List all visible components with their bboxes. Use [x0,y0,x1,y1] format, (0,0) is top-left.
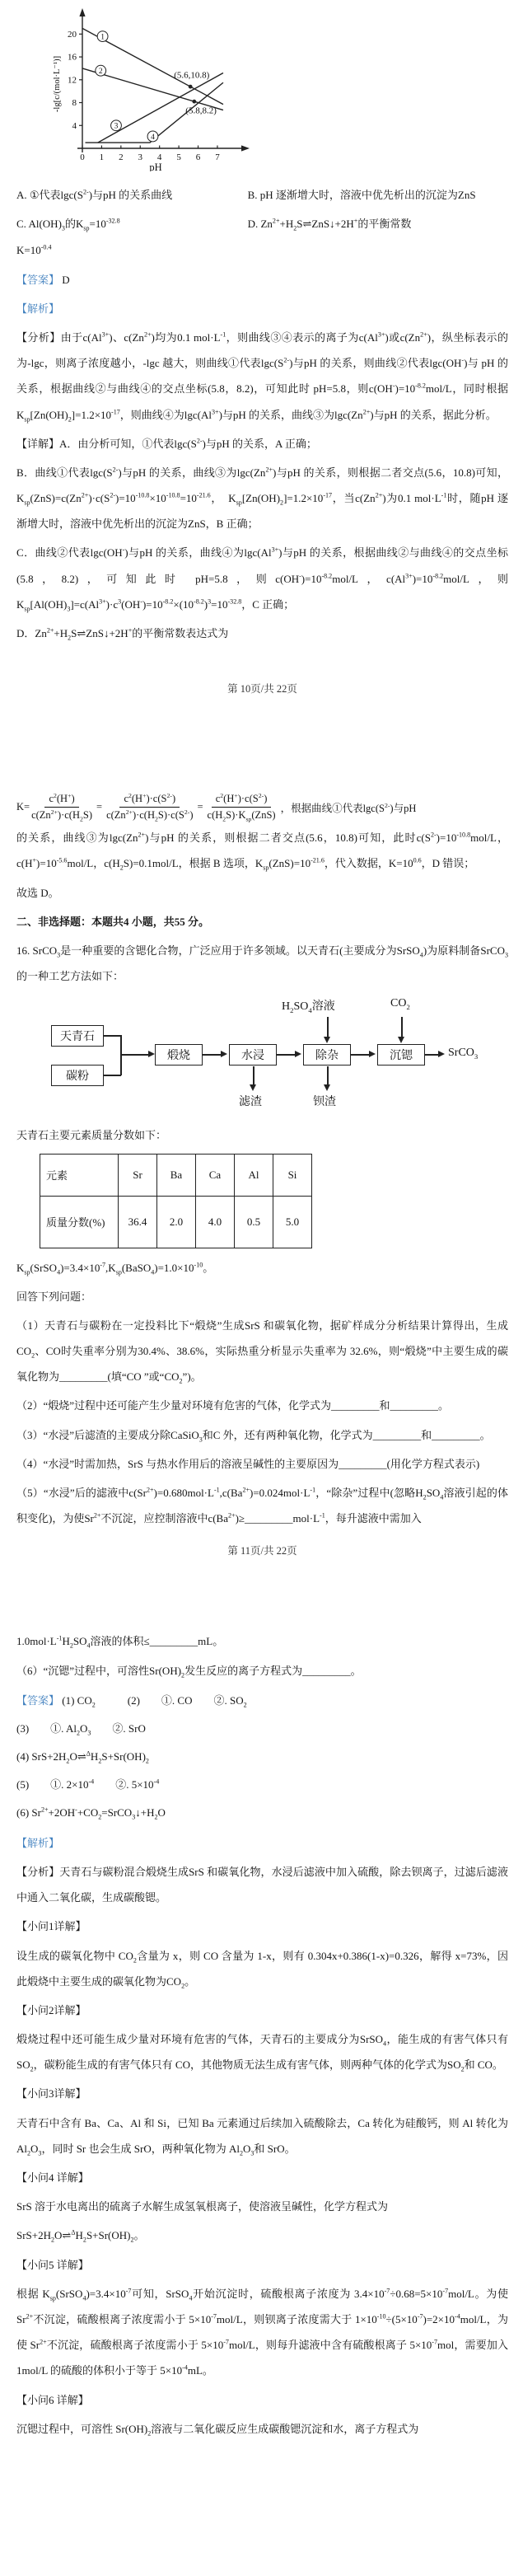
answer-line-q15 [16,267,508,293]
flow-arrow-line [351,1054,369,1056]
option-c-label: C. [16,217,26,230]
table-value-si: 5.0 [273,1196,312,1248]
ksp-line: $K_{sp}(SrSO_4)=3.4\times 10^{-7},K_{sp}(BaSO_4)=1.0\times 10^{-10}$。 [16,1261,214,1276]
flow-output-filter-residue: 滤渣 [239,1096,262,1109]
table-data-row [40,1196,312,1248]
table-header-ba: Ba [157,1154,196,1196]
subq2-detail: 煅烧过程中还可能生成少量对环境有危害的气体，天青石的主要成分为SrSO$_4$，能生成的有害气体只有$SO_2$，碳粉能生成的有害气体只有 CO，其他物质无法生成有害气体，则两种气体的化学式为$SO_2$和 CO。 [16,2033,508,2073]
option-c-text: $Al(OH)_3$的$K_{sp}=10^{-32.8}$ [28,217,120,232]
eq-f2-numerator: $c^2(H^+)\cdot c(S^{2-})$ [119,793,180,808]
svg-text:4: 4 [156,152,162,162]
subq3-heading: 【小问3详解】 [16,2087,86,2101]
svg-text:6: 6 [195,152,201,162]
svg-text:16: 16 [68,52,77,63]
flow-arrowhead-down-icon [250,1084,256,1091]
detail-a: 【详解】A．由分析可知，①代表$\lg c(S^{2-})$与pH 的关系，A 正确； [16,437,317,450]
page-footer-10: 第 10页/共 22页 [227,683,297,696]
eq-fraction-3 [208,793,276,822]
flow-arrowhead-right-icon [148,1051,155,1057]
flow-arrow-line [425,1054,438,1056]
answer-line-6: (6) $Sr^{2+}+2OH^-+CO_2=SrCO_3↓+H_2O$ [16,1806,166,1821]
option-c [16,214,248,235]
analysis-q15: 【分析】由于$c(Al^{3+})$、$c(Zn^{2+})$均为0.1 $mol\cdot L^{-1}$，则曲线③④表示的离子为$c(Al^{3+})$或$c(Zn^{2+})$，纵坐标表示的为-lgc，则离子浓度越小，-lgc 越大，则曲线①代表$\lg c(S^{2-})$与pH 的关系，则曲线②代表lgc(OH-)与 pH 的关系，根据曲线②与曲线④的交点坐标(5.8，8.2)，可知此时 pH=5.8，则$c(OH^-)=10^{-8.2}mol/L$，同时根据$K_{sp}[Zn(OH)_2]=1.2\times 10^{-17}$，则曲线④为$\lg c(Al^{3+})$与pH 的关系，曲线③为$\lg c(Zn^{2+})$与pH 的关系，据此分析。 [16,330,508,424]
q16-sub5b: $1.0mol\cdot L^{-1}H_2SO_4$溶液的体积≤_________mL。 [16,1635,224,1650]
answer-label: 【答案】 [16,273,60,286]
q16-sub2: （2）“煅烧”过程中还可能产生少量对环境有危害的气体，化学式为_________和_________。 [16,1399,450,1412]
table-header-si: Si [273,1154,312,1196]
subq4-detail-a: SrS 溶于水电离出的硫离子水解生成氢氧根离子，使溶液呈碱性，化学方程式为 [16,2200,389,2213]
option-d-label: D. [247,217,259,230]
table-header-row [40,1154,312,1196]
flow-connector-line [120,1035,122,1075]
flow-output-barium-residue: 钡渣 [313,1096,336,1109]
option-a-label: A. [16,189,27,201]
subq4-detail-b: $SrS+2H_2O\rightleftharpoons^\Delta H_2S+Sr(OH)_2$。 [16,2229,145,2244]
svg-text:pH: pH [149,162,162,171]
flow-arrow-line [277,1054,295,1056]
table-caption: 天青石主要元素质量分数如下： [16,1129,167,1142]
option-d [248,214,508,235]
svg-text:1: 1 [99,152,105,162]
subq6-heading: 【小问6 详解】 [16,2393,89,2406]
flow-box-strontium-precipitation: 沉锶 [377,1044,425,1066]
option-b-text: pH 逐渐增大时，溶液中优先析出的沉淀为ZnS [259,189,476,201]
table-row-label: 质量分数(%) [40,1196,119,1248]
section2-heading: 二、非选择题：本题共4 小题，共55 分。 [16,915,210,928]
eq-tail-text: ，根据曲线①代表$\lg c(S^{2-})$与pH [280,801,417,814]
option-d-text: $Zn^{2+}+H_2S\rightleftharpoons ZnS↓+2H^+$的平衡常数 [260,217,412,232]
ph-chart [31,7,508,176]
q16-sub5a: （5）“水浸”后的滤液中$c(Sr^{2+})=0.680mol\cdot L^{-1},c(Ba^{2+})=0.024mol\cdot L^{-1}$，“除杂”过程中(忽略$H_2SO_4$溶液引起的体积变化)，为使$Sr^{2+}$不沉淀，应控制溶液中$c(Ba^{2+})\ge\_\_\_\_\_\_\_\_\_mol\cdot L^{-1}$，每升滤液中需加入 [16,1486,508,1525]
analysis-q16: 【分析】天青石与碳粉混合煅烧生成SrS 和碳氧化物，水浸后滤液中加入硫酸，除去钡离子，过滤后滤液中通入二氧化碳，生成碳酸锶。 [16,1865,508,1904]
flow-arrow-line [327,1066,329,1086]
eq-lhs: K= [16,801,30,813]
subq4-heading: 【小问4 详解】 [16,2171,89,2184]
answer-value: D [62,273,70,286]
ph-chart-svg [31,7,287,171]
flow-arrowhead-right-icon [221,1051,227,1057]
table-header-element: 元素 [40,1154,119,1196]
detail-c: C．曲线②代表lgc(OH-)与pH 的关系，曲线④为$\lg c(Al^{3+})$与pH 的关系，根据曲线②与曲线④的交点坐标(5.8，8.2)，可知此时 pH=5.8，则$c(OH^-)=10^{-8.2}mol/L$，$c(Al^{3+})=10^{-8.2}mol/L$，则$K_{sp}[Al(OH)_3]=c(Al^{3+})\cdot c^3(OH^-)=10^{-8.2}\times(10^{-8.2})^3=10^{-32.8}$，C 正确； [16,546,508,613]
k-equation [16,793,508,822]
svg-text:2: 2 [98,68,103,77]
q16-sub3: （3）“水浸”后滤渣的主要成分除CaSiO$_3$和C 外，还有两种氧化物，化学式为_________和_________。 [16,1428,491,1444]
q16-sub6: （6）“沉锶”过程中，可溶性$Sr(OH)_2$发生反应的离子方程式为_________。 [16,1664,362,1679]
flow-input-h2so4: $H_2SO_4$溶液 [282,1000,335,1015]
q16-sub4: （4）“水浸”时需加热，SrS 与热水作用后的溶液呈碱性的主要原因为_________(用化学方程式表示) [16,1457,480,1470]
flow-arrow-line [401,1017,403,1038]
table-value-ca: 4.0 [196,1196,235,1248]
svg-text:1: 1 [100,33,105,42]
options-block [16,185,508,234]
answer-1-2-text: (1) $CO_2$ (2) ①. CO ②. $SO_2$ [62,1693,247,1709]
flow-input-co2: $CO_2$ [390,997,410,1012]
flow-arrow-line [253,1066,254,1086]
eq-equals-2: = [197,801,203,813]
flow-connector-line [104,1075,121,1076]
ask-line: 回答下列问题： [16,1290,92,1303]
post-equation-text: 的关系，曲线③为$\lg c(Zn^{2+})$与pH 的关系，则根据二者交点(5.6，10.8)可知，此时$c(S^{2-})=10^{-10.8}mol/L$，$c(H^+)=10^{-5.6}mol/L$，$c(H_2S)=0.1mol/L$，根据 B 选项，$K_{sp}(ZnS)=10^{-21.6}$，代入数据，$K=10^{0.6}$，D 错误； [16,831,508,872]
detail-b: B．曲线①代表$\lg c(S^{2-})$与pH 的关系，曲线③为$\lg c(Zn^{2+})$与pH 的关系，则根据二者交点(5.6，10.8)可知，$K_{sp}(ZnS)=c(Zn^{2+})\cdot c(S^{2-})=10^{-10.8}\times 10^{-10.8}=10^{-21.6}$， $K_{sp}[Zn(OH)_2]=1.2\times 10^{-17}$，当$c(Zn^{2+})$为0.1 $mol\cdot L^{-1}$时，随pH 逐渐增大时，溶液中优先析出的沉淀为ZnS，B 正确； [16,466,509,531]
subq5-heading: 【小问5 详解】 [16,2258,89,2271]
svg-text:0: 0 [80,152,85,162]
page-footer-11: 第 11页/共 22页 [227,1545,297,1557]
conclusion-q15: 故选 D。 [16,886,59,899]
flow-box-calcination: 煅烧 [155,1044,203,1066]
eq-f3-numerator: $c^2(H^+)\cdot c(S^{2-})$ [212,793,272,808]
eq-fraction-2 [106,793,193,822]
flow-arrow-line [327,1017,329,1038]
answer-label-q16: 【答案】 [16,1693,60,1707]
answer-line-4: (4) $SrS+2H_2O\rightleftharpoons^\Delta H_2S+Sr(OH)_2$ [16,1749,149,1765]
svg-text:-lg[c/(mol·L⁻¹)]: -lg[c/(mol·L⁻¹)] [53,55,62,113]
table-value-sr: 36.4 [119,1196,157,1248]
detail-d: D．$Zn^{2+}+H_2S\rightleftharpoons ZnS↓+2H^+$的平衡常数表达式为 [16,626,229,642]
subq2-heading: 【小问2详解】 [16,2003,86,2016]
flow-box-water-leaching: 水浸 [229,1044,277,1066]
eq-f3-denominator: $c(H_2S)\cdot K_{sp}(ZnS)$ [207,809,276,823]
subq5-detail: 根据 $K_{sp}(SrSO_4)=3.4\times 10^{-7}$可知，SrSO$_4$开始沉淀时，硫酸根离子浓度为 $3.4\times 10^{-7}\div 0.68=5\times 10^{-7}mol/L$。为使$Sr^{2+}$不沉淀，硫酸根离子浓度需小于 $5\times 10^{-7}mol/L$，则钡离子浓度需大于 $1\times 10^{-10}\div(5\times 10^{-7})=2\times 10^{-4}mol/L$，为使 $Sr^{2+}$不沉淀，硫酸根离子浓度需小于 $5\times 10^{-7}mol/L$，则每升滤液中含有硫酸根离子 $5\times 10^{-7}mol$，需要加入 1mol/L 的硫酸的体积小于等于 $5\times 10^{-4}mL$。 [16,2287,508,2377]
flow-connector-line [104,1035,121,1037]
jiexi-label-q15: 【解析】 [16,302,60,315]
svg-text:5: 5 [176,152,181,162]
flow-product-srco3: SrCO$_3$ [448,1047,479,1061]
table-value-al: 0.5 [235,1196,273,1248]
option-b-label: B. [247,189,258,201]
svg-text:4: 4 [72,120,77,131]
mass-fraction-table [40,1154,312,1248]
table-header-ca: Ca [196,1154,235,1196]
subq1-detail: 设生成的碳氧化物中 $CO_2$含量为 x，则 CO 含量为 1-x，则有 0.304x+0.386(1-x)=0.326，解得 x=73%，因此煅烧中主要生成的碳氧化物为$CO_2$。 [16,1949,508,1990]
table-header-al: Al [235,1154,273,1196]
svg-text:3: 3 [138,152,143,162]
svg-text:(5.8,8.2): (5.8,8.2) [185,105,217,116]
option-b [248,185,508,206]
option-a-text: ①代表$\lg c(S^{2-})$与pH 的关系曲线 [29,188,173,201]
svg-text:20: 20 [68,29,77,40]
eq-f1-numerator: $c^2(H^+)$ [44,793,78,808]
svg-text:2: 2 [119,152,124,162]
subq1-heading: 【小问1详解】 [16,1920,86,1933]
table-header-sr: Sr [119,1154,157,1196]
flow-box-celestite: 天青石 [51,1025,104,1047]
q16-intro: 16. SrCO$_3$是一种重要的含锶化合物，广泛应用于许多领域。以天青石(主要成分为SrSO$_4$)为原料制备SrCO$_3$的一种工艺方法如下： [16,944,508,983]
flow-arrowhead-right-icon [438,1051,445,1057]
flow-box-carbon-powder: 碳粉 [51,1065,104,1086]
svg-text:3: 3 [114,122,119,131]
svg-text:7: 7 [215,152,220,162]
flow-box-impurity-removal: 除杂 [303,1044,351,1066]
jiexi-label-q16: 【解析】 [16,1836,60,1849]
svg-text:8: 8 [72,98,77,109]
answer-line-3: (3) ①. $Al_2O_3$ ②. SrO [16,1721,146,1737]
process-flowchart [41,997,508,1121]
table-value-ba: 2.0 [157,1196,196,1248]
flow-arrowhead-right-icon [369,1051,376,1057]
k-value-line: $K=10^{-0.4}$ [16,244,52,257]
svg-text:(5.6,10.8): (5.6,10.8) [174,70,210,81]
answer-line-1-2 [16,1690,508,1712]
flow-arrowhead-right-icon [295,1051,301,1057]
q16-sub1: （1）天青石与碳粉在一定投料比下“煅烧”生成SrS 和碳氧化物，据矿样成分分析结果计算得出，生成$CO_2$、CO时失重率分别为30.4%、38.6%，实际热重分析显示失重率为 32.6%，则“煅烧”中主要生成的碳氧化物为_________(填“CO ”或“$CO_2$”)。 [16,1318,508,1385]
option-a [16,185,248,206]
flow-arrowhead-down-icon [398,1037,404,1043]
eq-fraction-1 [31,793,92,822]
flow-arrow-line [203,1054,221,1056]
subq6-detail: 沉锶过程中，可溶性 $Sr(OH)_2$溶液与二氧化碳反应生成碳酸锶沉淀和水，离子方程式为 [16,2422,419,2438]
flow-arrowhead-down-icon [324,1037,330,1043]
svg-text:4: 4 [151,133,155,142]
eq-f1-denominator: $c(Zn^{2+})\cdot c(H_2S)$ [31,808,93,823]
svg-text:12: 12 [68,75,77,86]
answer-line-5: (5) ①. $2\times 10^{-4}$ ②. $5\times 10^{-4}$ [16,1777,160,1791]
eq-equals-1: = [96,801,103,813]
flow-arrowhead-down-icon [324,1084,330,1091]
eq-f2-denominator: $c(Zn^{2+})\cdot c(H_2S)\cdot c(S^{2-})$ [106,808,194,823]
flow-arrow-line [120,1054,148,1056]
subq3-detail: 天青石中含有 Ba、Ca、Al 和 Si，已知 Ba 元素通过后续加入硫酸除去，Ca 转化为硅酸钙，则 Al 转化为 $Al_2O_3$，同时 Sr 也会生成 SrO，两种氧化物为 $Al_2O_3$和 SrO。 [16,2116,508,2157]
